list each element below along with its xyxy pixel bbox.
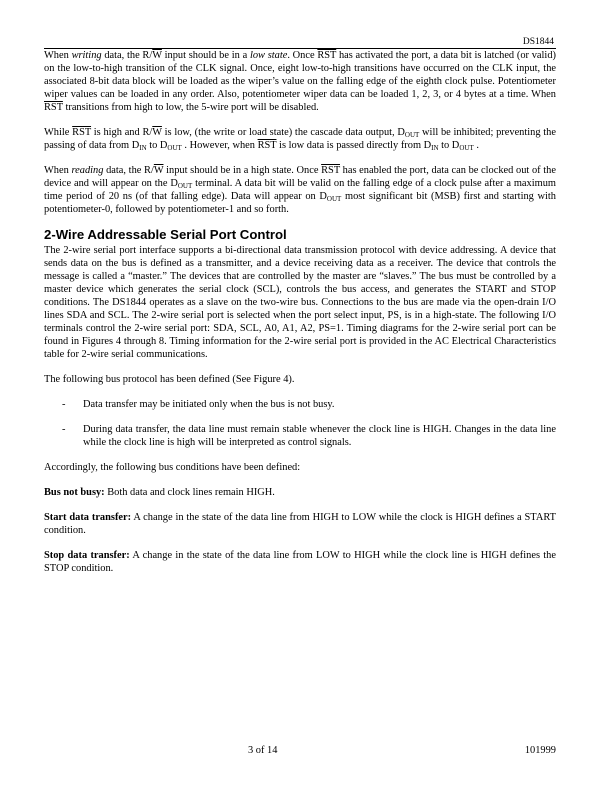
document-body: [44, 49, 556, 575]
signal-rst-overline: $\overline{RST}$: [317, 50, 337, 61]
bullet-item: [62, 398, 556, 411]
condition-bus-not-busy: Bus not busy: Both data and clock lines remain HIGH.: [44, 487, 275, 498]
signal-rst-overline: $\overline{RST}$: [257, 140, 277, 151]
footer-page-number: 3 of 14: [248, 745, 278, 756]
bullet-item: [62, 423, 556, 449]
header-part-number: DS1844: [522, 37, 554, 47]
section-heading: 2-Wire Addressable Serial Port Control: [44, 227, 287, 242]
paragraph-conditions-intro: Accordingly, the following bus conditions have been defined:: [44, 462, 301, 473]
paragraph-writing-data: When writing data, the $R/\overline{W}$ input should be in a low state. Once $\overline{RST}$ has activated the port, a data bit is latched (or valid) on the low-to-high transition of the CLK signal. Once, eight low-to-high transitions have occurred on the CLK input, the associated 8-bit data block will be loaded as the wiper’s value on the falling edge of the eighth clock pulse. Potentiometer wiper values can be loaded in any order. Also, potentiometer wiper data can be loaded 1, 2, 3, or 4 bytes at a time. When $\overline{RST}$ transitions from high to low, the 5-wire port will be disabled.: [44, 50, 556, 113]
signal-rst-overline: $\overline{RST}$: [72, 127, 92, 138]
paragraph-protocol-intro: The following bus protocol has been defined (See Figure 4).: [44, 374, 295, 385]
bullet-text: Data transfer may be initiated only when the bus is not busy.: [83, 399, 335, 410]
footer-doc-code: 101999: [524, 745, 556, 756]
signal-w-overline: $\overline{W}$: [152, 127, 162, 138]
condition-start-transfer: Start data transfer: A change in the state of the data line from HIGH to LOW while the clock is HIGH defines a START condition.: [44, 512, 556, 536]
bullet-dash: -: [62, 399, 66, 410]
signal-w-overline: $\overline{W}$: [153, 165, 164, 176]
bullet-text: During data transfer, the data line must remain stable whenever the clock line is HIGH. Changes in the data line while the clock line is high will be interpreted as control signals.: [83, 424, 556, 448]
paragraph-reading-data: When reading data, the $R/\overline{W}$ input should be in a high state. Once $\overline{RST}$ has enabled the port, data can be clocked out of the device and will appear on the $D_{OUT}$ terminal. A data bit will be valid on the falling edge of a clock pulse after a maximum time period of 20 ns (of that falling edge). Data will appear on $D_{OUT}$ most significant bit (MSB) first and starting with potentiometer-0, followed by potentiometer-1 and so forth.: [44, 165, 556, 215]
signal-rst-overline: $\overline{RST}$: [321, 165, 340, 176]
paragraph-2wire-overview: The 2-wire serial port interface supports a bi-directional data transmission protocol with device addressing. A device that sends data on the bus is defined as a transmitter, and a device receiving data as a receiver. The device that controls the message is called a “master.” The devices that are controlled by the master are “slaves.” The bus must be controlled by a master device which generates the serial clock (SCL), controls the bus access, and generates the START and STOP conditions. The DS1844 operates as a slave on the two-wire bus. Connections to the bus are made via the open-drain I/O lines SDA and SCL. The 2-wire serial port is selected when the port select input, PS, is in a high-state. The following I/O terminals control the 2-wire serial port: SDA, SCL, A0, A1, A2, PS=1. Timing diagrams for the 2-wire serial port can be found in Figures 4 through 8. Timing information for the 2-wire serial port is provided in the AC Electrical Characteristics table for 2-wire serial communications.: [44, 245, 556, 360]
bullet-dash: -: [62, 424, 66, 435]
paragraph-cascade-output: While $\overline{RST}$ is high and $R/\overline{W}$ is low, (the write or load state) the cascade data output, $D_{OUT}$ will be inhibited; preventing the passing of data from $D_{IN}$ to $D_{OUT}$ . However, when $\overline{RST}$ is low data is passed directly from $D_{IN}$ to $D_{OUT}$ .: [44, 127, 556, 152]
signal-w-overline: $\overline{W}$: [152, 50, 162, 61]
signal-rst-overline: $\overline{RST}$: [44, 102, 63, 113]
condition-stop-transfer: Stop data transfer: A change in the state of the data line from LOW to HIGH while the clock line is HIGH defines the STOP condition.: [44, 550, 556, 574]
